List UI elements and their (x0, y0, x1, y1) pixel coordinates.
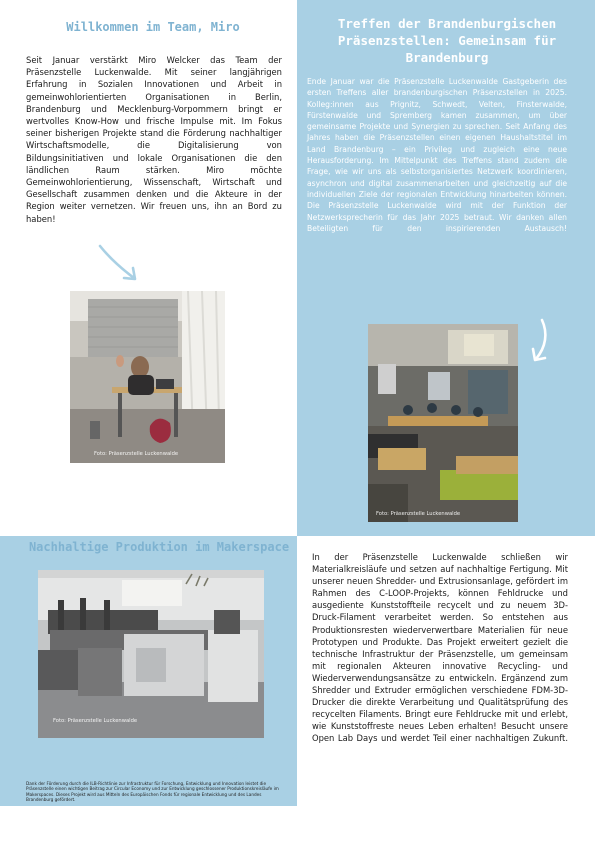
heading-makerspace: Nachhaltige Produktion im Makerspace (28, 540, 290, 554)
arrow-down-right-icon (94, 240, 144, 286)
funding-footnote: Dank der Förderung durch die ILB-Richtlinie zur Infrastruktur für Forschung, Entwicklung und Innovation leistet die Präsenzstelle einen wichtigen Beitrag zur Circular Economy und zur Entwicklung geschlossener Produktionskreisläufe im Makerspaces. Dieses Projekt wird aus Mitteln des Europäischen Fonds für regionale Entwicklung und des Landes Brandenburg gefördert. (26, 781, 279, 803)
arrow-right-icon (190, 738, 250, 768)
photo-credit: Foto: Präsenzstelle Luckenwalde (53, 718, 138, 724)
text-makerspace: In der Präsenzstelle Luckenwalde schließen wir Materialkreisläufe und setzen auf nachhaltige Fertigung. Mit unserer neuen Shredder- und Extrusionsanlage, gefördert im Rahmen des C-LOOP-Projekts, können Fehldrucke und ausgediente Kunststoffteile recycelt und zu neuem 3D-Druck-Filament verarbeitet werden. So entstehen aus Produktionsresten wiederverwertbare Materialien für neue Prototypen und Produkte. Das Projekt erweitert gezielt die technische Infrastruktur der Präsenzstelle, um gemeinsam mit regionalen Akteuren innovative Recycling- und Wiederverwendungsansätze zu entwickeln. Ergänzend zum Shredder und Extruder ermöglichen verschiedene FDM-3D-Drucker die direkte Verarbeitung und Qualitätsprüfung des recycelten Filaments. Bringt eure Fehldrucke mit und erlebt, wie Kunststoffreste neues Leben erhalten! Besucht unsere Open Lab Days und werdet Teil einer nachhaltigen Zukunft. (312, 552, 568, 744)
text-welcome: Seit Januar verstärkt Miro Welcker das Team der Präsenzstelle Luckenwalde. Mit seiner langjährigen Erfahrung in Sozialen Innovationen und Arbeit in gemeinwohlorientierten Organisationen in Berlin, Brandenburg und Mecklenburg-Vorpommern bringt er wertvolles Know-How und frische Impulse mit. Im Fokus seiner bisherigen Projekte stand die Förderung nachhaltiger Wirtschaftsmodelle, die Digitalisierung von Bildungsinitiativen und lokale Organisationen die den ländlichen Raum stärken. Miro möchte Gemeinwohlorientierung, Wissenschaft, Wirtschaft und Gesellschaft zusammen denken und die Akteure in der Region weiter vernetzen. Wir freuen uns, ihn an Bord zu haben! (26, 55, 282, 224)
text-meeting: Ende Januar war die Präsenzstelle Luckenwalde Gastgeberin des ersten Treffens aller brandenburgischen Präsenzstellen in 2025. Kolleg:innen aus Prignitz, Schwedt, Velten, Finsterwalde, Fürstenwalde und Spremberg kamen zusammen, um über gemeinsame Projekte und Synergien zu sprechen. Seit Anfang des Jahres haben die Präsenzstellen einen eigenen Haushaltstitel im Land Brandenburg – ein Privileg und zugleich eine neue Herausforderung. Im Mittelpunkt des Treffens stand zudem die Frage, wie wir uns als selbstorganisiertes Netzwerk koordinieren, asynchron und digital zusammenarbeiten und gleichzeitig auf die individuellen Ziele der regionalen Entwicklung hinarbeiten können. Die Präsenzstelle Luckenwalde wird mit der Funktion der Netzwerksprecherin für das Jahr 2025 betraut. Wir danken allen Beteiligten für den inspirierenden Austausch! (307, 77, 567, 233)
photo-credit: Foto: Präsenzstelle Luckenwalde (94, 451, 179, 457)
photo-miro-welcker (70, 291, 225, 463)
photo-meeting (368, 324, 518, 522)
photo-credit: Foto: Präsenzstelle Luckenwalde (376, 511, 461, 517)
photo-shredder-extruder (38, 570, 264, 738)
heading-welcome: Willkommen im Team, Miro (66, 20, 240, 34)
heading-meeting: Treffen der Brandenburgischen Präsenzstellen: Gemeinsam für Brandenburg (337, 16, 557, 65)
arrow-down-curved-icon (528, 317, 552, 365)
